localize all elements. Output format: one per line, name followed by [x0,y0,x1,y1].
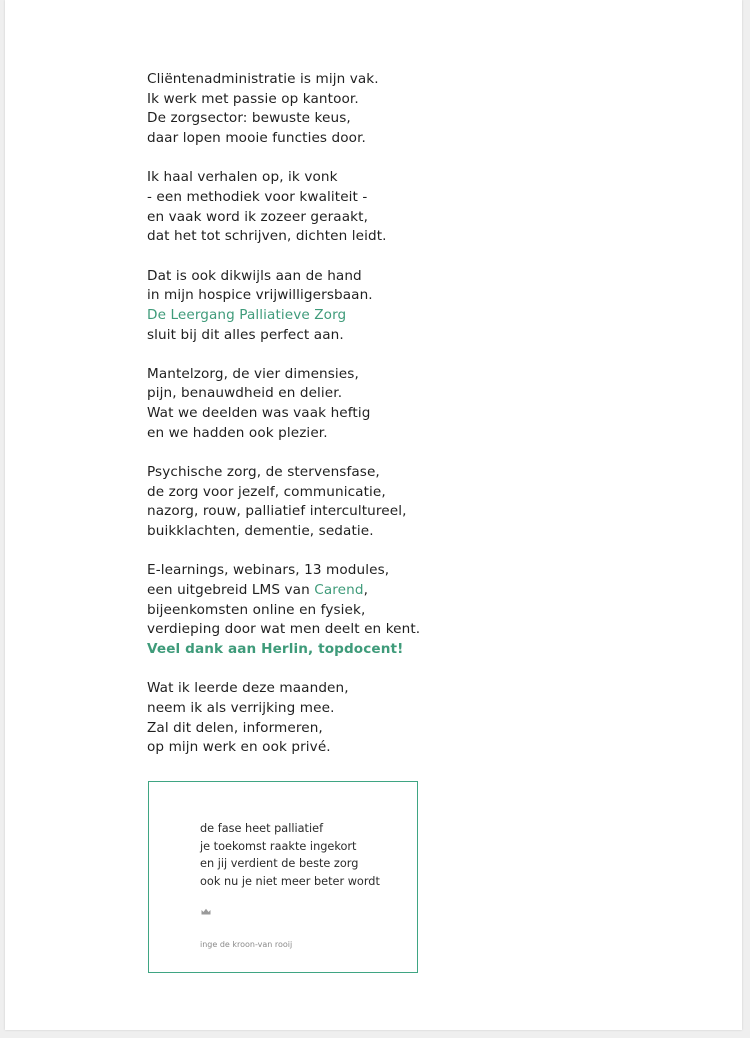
stanza-3 [147,267,567,346]
poem-line-link-row [147,306,567,326]
poem-line: daar lopen mooie functies door. [147,130,366,147]
quote-author: inge de kroon-van rooij [200,940,293,949]
stanza-5 [147,463,567,542]
poem-line: Cliëntenadministratie is mijn vak. [147,71,379,87]
poem-line: dat het tot schrijven, dichten leidt. [147,228,387,245]
poem-line: in mijn hospice vrijwilligersbaan. [147,287,373,304]
poem-line: Ik werk met passie op kantoor. [147,90,359,107]
poem-line: Wat ik leerde deze maanden, [147,680,349,697]
poem-line: en we hadden ook plezier. [147,424,328,441]
carend-link[interactable]: Carend [314,581,364,598]
poem-line: nazorg, rouw, palliatief intercultureel, [147,503,407,520]
poem-line: Mantelzorg, de vier dimensies, [147,365,359,382]
stanza-1 [147,70,567,149]
poem-line: de zorg voor jezelf, communicatie, [147,483,386,500]
crown-icon [201,908,211,915]
poem-line: Psychische zorg, de stervensfase, [147,464,380,480]
stanza-7 [147,679,567,758]
thanks-line: Veel dank aan Herlin, topdocent! [147,641,404,657]
poem-line: Zal dit delen, informeren, [147,719,323,736]
poem-line: verdieping door wat men deelt en kent. [147,621,421,638]
quote-line: ook nu je niet meer beter wordt [200,874,380,888]
stanza-6 [147,561,567,659]
poem-line: Dat is ook dikwijls aan de hand [147,267,362,284]
poem-line: Wat we deelden was vaak heftig [147,405,371,422]
quote-text [200,820,380,890]
quote-card [148,781,418,973]
document-page [5,0,742,1030]
poem-line: en vaak word ik zozeer geraakt, [147,208,368,225]
poem-line: E-learnings, webinars, 13 modules, [147,562,390,579]
poem-line: - een methodiek voor kwaliteit - [147,188,368,205]
leergang-link[interactable]: De Leergang Palliatieve Zorg [147,306,347,323]
poem-line: buikklachten, dementie, sedatie. [147,523,374,540]
poem-line: Ik haal verhalen op, ik vonk [147,169,338,186]
poem-line: pijn, benauwdheid en delier. [147,385,343,402]
quote-line: en jij verdient de beste zorg [200,857,359,871]
poem [147,70,567,777]
poem-line: sluit bij dit alles perfect aan. [147,326,344,343]
line-prefix: een uitgebreid LMS van [147,581,315,598]
poem-line: De zorgsector: bewuste keus, [147,110,351,127]
line-suffix: , [363,581,368,598]
quote-line: de fase heet palliatief [200,822,324,835]
stanza-4 [147,365,567,444]
stanza-2 [147,168,567,247]
poem-line: bijeenkomsten online en fysiek, [147,601,366,618]
poem-line: neem ik als verrijking mee. [147,699,335,716]
poem-line: op mijn werk en ook privé. [147,739,331,756]
poem-line-carend [147,581,567,601]
quote-line: je toekomst raakte ingekort [200,839,357,853]
